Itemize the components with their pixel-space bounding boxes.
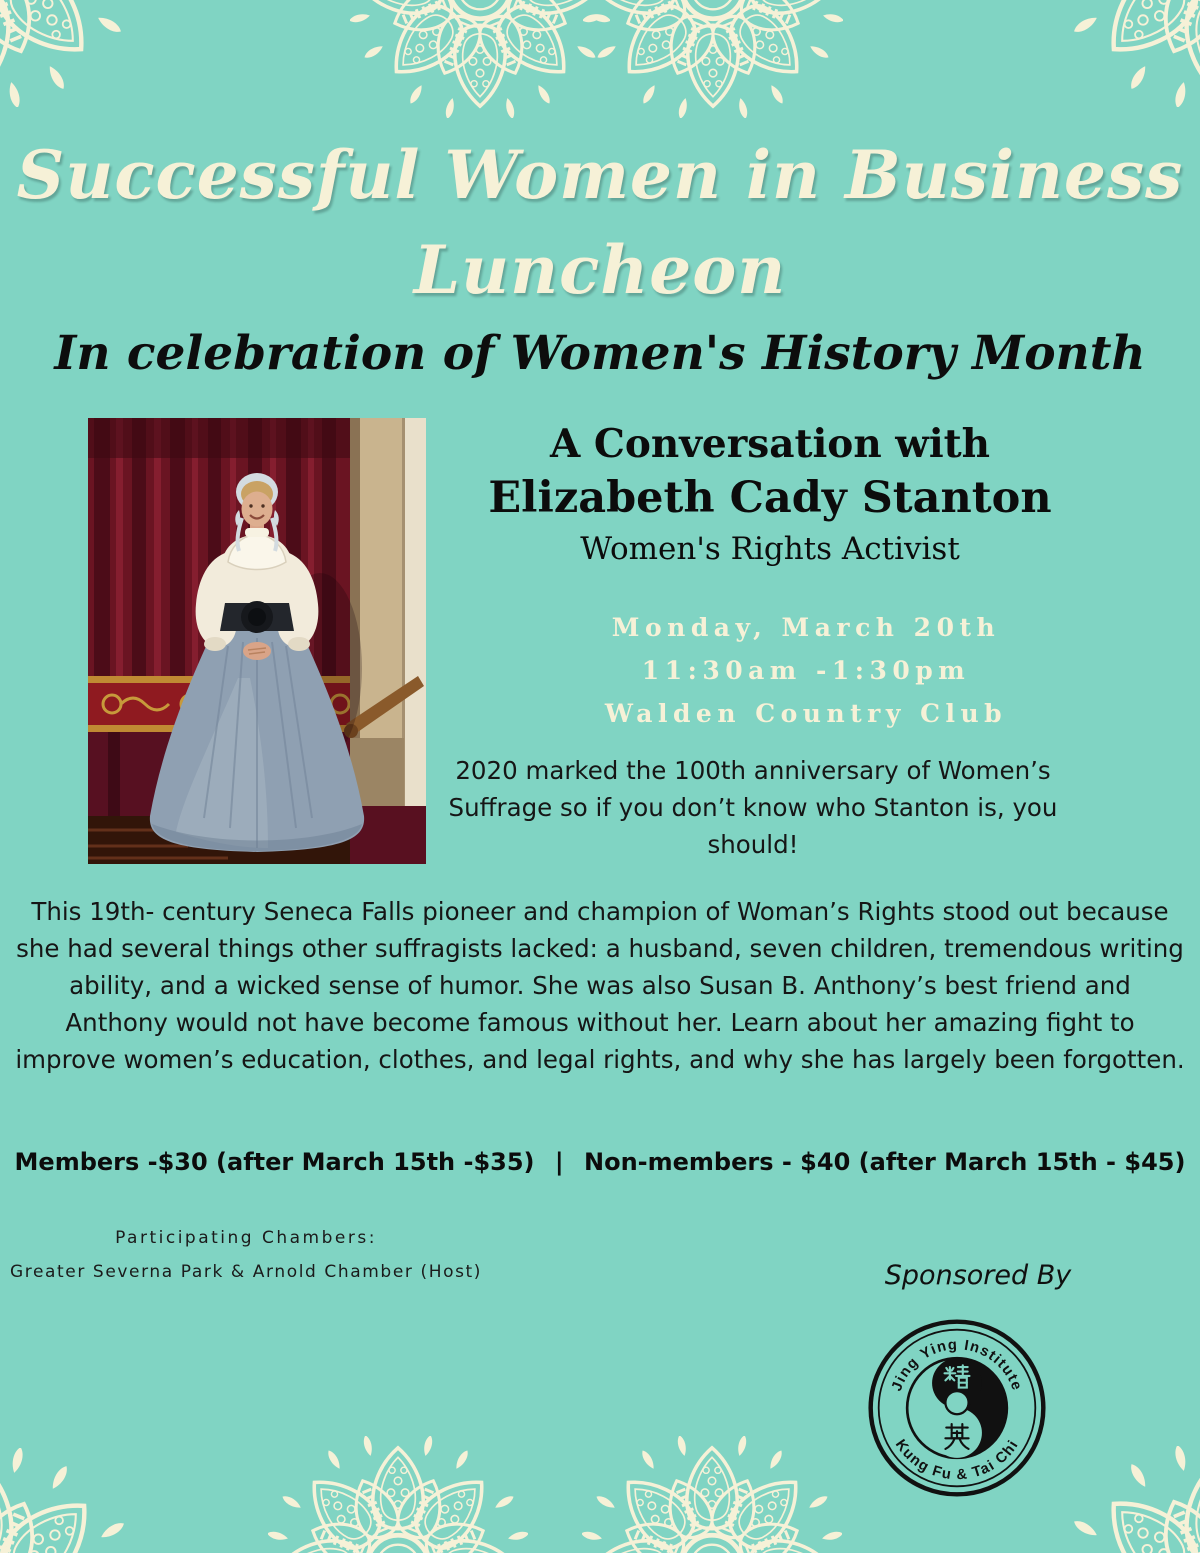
title-line-2: Luncheon	[413, 231, 787, 309]
lace-mandala-ornament-bottom-right	[1056, 1446, 1200, 1553]
speaker-photo	[88, 418, 426, 864]
lace-mandala-ornament-top-center-right	[583, 0, 843, 118]
sponsored-by-label: Sponsored By	[884, 1260, 1072, 1291]
event-date: Monday, March 20th	[611, 613, 1001, 642]
pricing-line	[0, 1148, 1200, 1176]
lace-mandala-ornament-top-right	[1056, 0, 1200, 107]
speaker-photo-illustration	[88, 418, 426, 864]
pricing-separator: |	[554, 1148, 564, 1176]
conversation-heading	[430, 418, 1110, 570]
logo-top-text: Jing Ying Institute	[889, 1337, 1025, 1394]
lace-mandala-ornament-bottom-center-right	[582, 1436, 842, 1553]
lace-mandala-ornament-bottom-left	[0, 1448, 142, 1553]
speaker-role: Women's Rights Activist	[580, 531, 960, 567]
page-subtitle: In celebration of Women's History Month	[54, 326, 1146, 381]
page-title	[0, 128, 1200, 318]
members-price: Members -$30 (after March 15th -$35)	[14, 1148, 535, 1176]
lace-mandala-ornament-bottom-center-left	[268, 1436, 528, 1553]
intro-paragraph: 2020 marked the 100th anniversary of Women’s Suffrage so if you don’t know who Stanton is, you should!	[448, 756, 1058, 859]
lace-mandala-ornament-top-center-left	[350, 0, 610, 118]
yin-yang-symbol	[907, 1358, 1007, 1458]
heading-line-2: Elizabeth Cady Stanton	[488, 473, 1052, 523]
chambers-value: Greater Severna Park & Arnold Chamber (Host)	[9, 1262, 483, 1282]
non-members-price: Non-members - $40 (after March 15th - $45)	[584, 1148, 1186, 1176]
event-time: 11:30am -1:30pm	[641, 656, 971, 685]
jing-ying-institute-logo	[868, 1318, 1046, 1498]
title-line-1: Successful Women in Business	[16, 136, 1184, 214]
description-paragraph: This 19th- century Seneca Falls pioneer and champion of Woman’s Rights stood out because she had several things other suffragists lacked: a husband, seven children, tremendous writing ability, and a wicked sense of humor. She was also Susan B. Anthony’s best friend and Anthony would not have become famous without her. Learn about her amazing fight to improve women’s education, clothes, and legal rights, and why she has largely been forgotten.	[15, 897, 1185, 1074]
chambers-label: Participating Chambers:	[115, 1228, 377, 1248]
heading-line-1: A Conversation with	[549, 421, 991, 467]
event-venue: Walden Country Club	[604, 699, 1008, 728]
lace-mandala-ornament-top-left	[0, 0, 139, 107]
participating-chambers	[6, 1228, 486, 1282]
event-when-where	[500, 606, 1112, 735]
yin-yang-logo-icon	[868, 1318, 1046, 1498]
logo-bottom-text: Kung Fu & Tai Chi	[891, 1436, 1023, 1484]
